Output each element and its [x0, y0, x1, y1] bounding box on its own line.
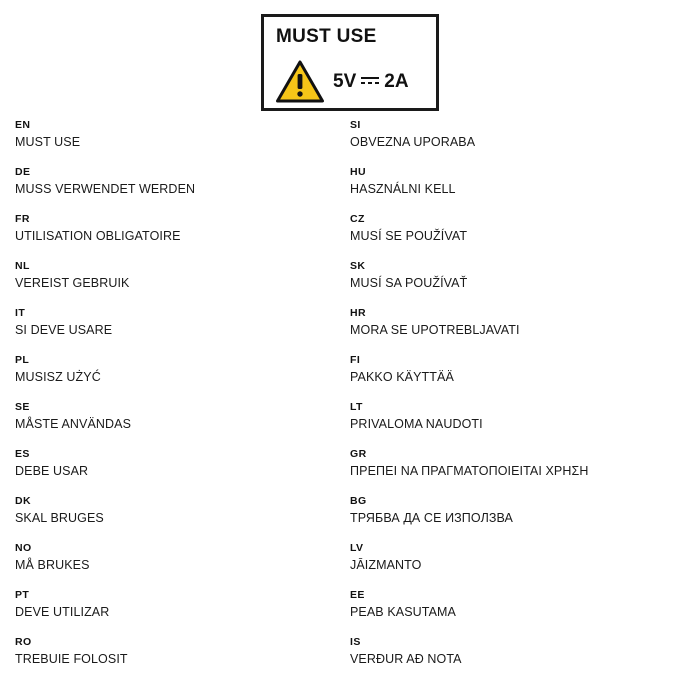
language-text: HASZNÁLNI KELL: [350, 182, 456, 196]
list-item: [15, 118, 350, 155]
language-text: MÅSTE ANVÄNDAS: [15, 417, 132, 431]
list-item: [350, 635, 700, 672]
language-text: MUST USE: [15, 135, 81, 149]
dc-power-icon: [361, 77, 379, 85]
label-title: MUST USE: [276, 26, 377, 47]
list-item: [15, 400, 350, 437]
language-code: GR: [350, 448, 367, 460]
language-code: PT: [15, 589, 30, 601]
language-text: PRIVALOMA NAUDOTI: [350, 417, 483, 431]
must-use-label-box: [261, 14, 439, 111]
language-code: SK: [350, 260, 366, 272]
list-item: [15, 353, 350, 390]
language-text: VEREIST GEBRUIK: [15, 276, 130, 290]
language-code: BG: [350, 495, 367, 507]
list-item: [15, 494, 350, 531]
list-item: [350, 306, 700, 343]
list-item: [15, 165, 350, 202]
power-rating: [333, 71, 409, 93]
list-item: [15, 259, 350, 296]
list-item: [350, 447, 700, 484]
language-code: LV: [350, 542, 364, 554]
language-code: ES: [15, 448, 30, 460]
language-text: MUSÍ SE POUŽÍVAT: [350, 229, 468, 243]
list-item: [15, 306, 350, 343]
language-code: NL: [15, 260, 30, 272]
list-item: [350, 212, 700, 249]
language-code: FR: [15, 213, 30, 225]
list-item: [350, 400, 700, 437]
language-text: DEVE UTILIZAR: [15, 605, 110, 619]
list-item: [15, 588, 350, 625]
list-item: [350, 353, 700, 390]
language-text: SKAL BRUGES: [15, 511, 104, 525]
list-item: [15, 635, 350, 672]
language-code: RO: [15, 636, 32, 648]
language-code: HU: [350, 166, 366, 178]
language-text: PAKKO KÄYTTÄÄ: [350, 370, 454, 384]
list-item: [350, 541, 700, 578]
language-text: MÅ BRUKES: [15, 558, 90, 572]
list-item: [15, 447, 350, 484]
translations-column-left: [0, 118, 350, 682]
list-item: [15, 212, 350, 249]
language-text: UTILISATION OBLIGATOIRE: [15, 229, 181, 243]
language-code: CZ: [350, 213, 365, 225]
language-text: DEBE USAR: [15, 464, 89, 478]
language-code: EE: [350, 589, 365, 601]
language-code: IS: [350, 636, 361, 648]
language-code: IT: [15, 307, 26, 319]
current-value: 2A: [384, 70, 409, 92]
list-item: [350, 259, 700, 296]
language-text: SI DEVE USARE: [15, 323, 113, 337]
language-code: DK: [15, 495, 31, 507]
language-code: LT: [350, 401, 363, 413]
warning-triangle-icon: [276, 60, 324, 103]
language-text: ΠΡΕΠΕΙ ΝΑ ΠΡΑΓΜΑΤΟΠΟΙΕΙΤΑΙ ΧΡΗΣΗ: [350, 464, 589, 478]
language-code: NO: [15, 542, 32, 554]
language-code: SI: [350, 119, 361, 131]
voltage-value: 5V: [333, 70, 357, 92]
language-code: HR: [350, 307, 366, 319]
list-item: [15, 541, 350, 578]
list-item: [350, 165, 700, 202]
language-text: TREBUIE FOLOSIT: [15, 652, 128, 666]
label-rating-row: [276, 60, 409, 103]
list-item: [350, 118, 700, 155]
language-code: PL: [15, 354, 30, 366]
language-code: SE: [15, 401, 30, 413]
list-item: [350, 494, 700, 531]
language-text: JĀIZMANTO: [350, 558, 422, 572]
language-text: MUSS VERWENDET WERDEN: [15, 182, 196, 196]
language-text: MUSÍ SA POUŽÍVAŤ: [350, 276, 468, 290]
language-text: VERÐUR AÐ NOTA: [350, 652, 462, 666]
language-code: DE: [15, 166, 31, 178]
language-text: MUSISZ UŻYĆ: [15, 370, 101, 384]
language-code: FI: [350, 354, 361, 366]
translations-columns: [0, 118, 700, 682]
language-text: OBVEZNA UPORABA: [350, 135, 476, 149]
language-text: ТРЯБВА ДА СЕ ИЗПОЛЗВА: [350, 511, 513, 525]
language-text: MORA SE UPOTREBLJAVATI: [350, 323, 520, 337]
language-text: PEAB KASUTAMA: [350, 605, 456, 619]
translations-column-right: [350, 118, 700, 682]
language-code: EN: [15, 119, 31, 131]
list-item: [350, 588, 700, 625]
